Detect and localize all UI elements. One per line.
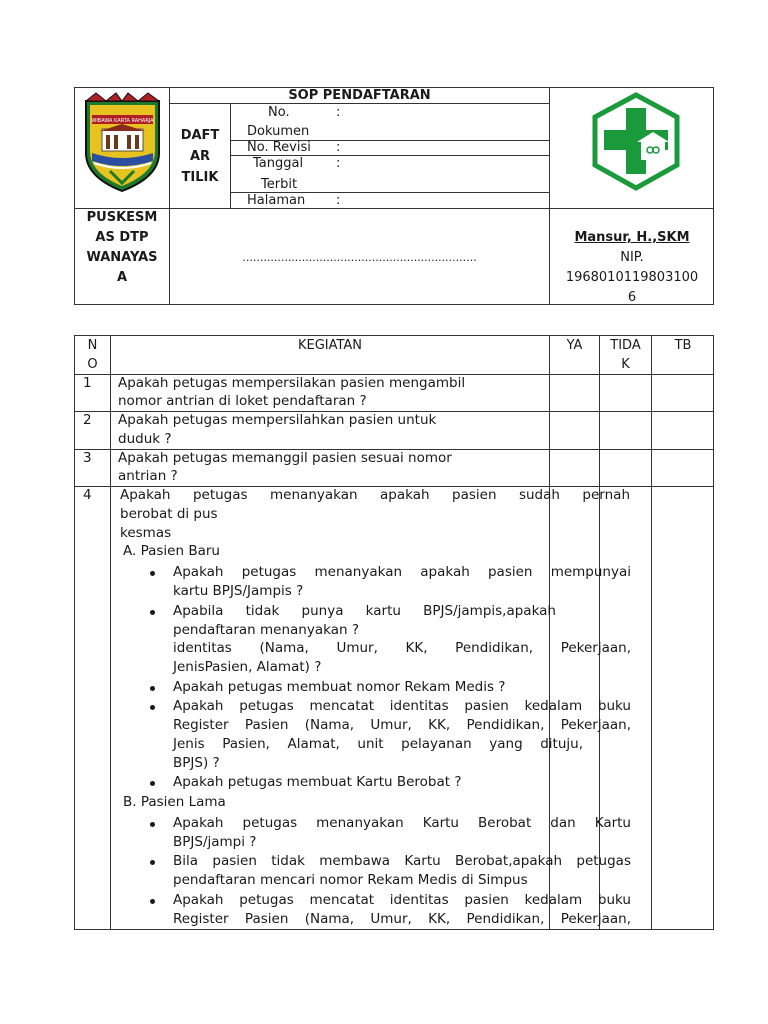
a1-line-1: Apakah petugas menanyakan apakah pasien mempunyai <box>173 564 631 580</box>
bullet-icon <box>150 686 155 691</box>
row-1-no: 1 <box>83 375 92 391</box>
row-2-text-2: duduk ? <box>118 431 172 447</box>
row-1-text-1: Apakah petugas mempersilakan pasien mengambil <box>118 375 466 391</box>
bullet-icon <box>150 571 155 576</box>
col-no-header-2: O <box>87 357 98 372</box>
b3-line-1: Apakah petugas mencatat identitas pasien kedalam buku <box>173 892 631 908</box>
org-line-1: PUSKESM <box>86 210 158 225</box>
field-no-dokumen-label-2: Dokumen <box>247 124 310 139</box>
nip-label: NIP. <box>620 250 644 265</box>
b2-line-1: Bila pasien tidak membawa Kartu Berobat,apakah petugas <box>173 853 631 869</box>
b1-line-1: Apakah petugas menanyakan Kartu Berobat dan Kartu <box>173 815 631 831</box>
bullet-icon <box>150 899 155 904</box>
field-tanggal-terbit-label-1: Tanggal <box>253 156 304 171</box>
regency-crest-logo <box>80 91 165 196</box>
col-ya-header: YA <box>566 338 583 353</box>
a2-line-1: Apabila tidak punya kartu BPJS/jampis,apakah <box>173 603 556 619</box>
b3-line-2: Register Pasien (Nama, Umur, KK, Pendidikan, Pekerjaan, <box>173 911 631 927</box>
row-4-intro-3: kesmas <box>120 525 172 541</box>
daftar-tilik-line-2: AR <box>189 149 211 164</box>
row-4-no: 4 <box>83 487 92 503</box>
bullet-icon <box>150 860 155 865</box>
signature-dots: ................................................................... <box>242 251 477 264</box>
row-4-intro-1: Apakah petugas menanyakan apakah pasien sudah pernah <box>120 487 630 503</box>
sop-title: SOP PENDAFTARAN <box>288 88 431 103</box>
a3-line-1: Apakah petugas membuat nomor Rekam Medis ? <box>173 679 506 695</box>
a5-line-1: Apakah petugas membuat Kartu Berobat ? <box>173 774 462 790</box>
nip-value-line-2: 6 <box>627 290 637 305</box>
a4-line-1: Apakah petugas mencatat identitas pasien kedalam buku <box>173 698 631 714</box>
section-a-label: A. Pasien Baru <box>123 543 220 559</box>
bullet-icon <box>150 822 155 827</box>
a2-line-2: pendaftaran menanyakan ? <box>173 622 359 638</box>
a4-line-3: Jenis Pasien, Alamat, unit pelayanan yang dituju, <box>173 736 583 752</box>
row-1-text-2: nomor antrian di loket pendaftaran ? <box>118 393 367 409</box>
row-2-text-1: Apakah petugas mempersilahkan pasien untuk <box>118 412 437 428</box>
document-header <box>74 87 714 305</box>
field-tanggal-terbit-label-2: Terbit <box>261 177 298 192</box>
col-no-header-1: N <box>87 338 98 353</box>
org-line-3: WANAYAS <box>86 250 158 265</box>
a1-line-2: kartu BPJS/Jampis ? <box>173 583 304 599</box>
field-no-revisi-sep: : <box>336 140 341 155</box>
bullet-icon <box>150 705 155 710</box>
row-2-no: 2 <box>83 412 92 428</box>
a4-line-4: BPJS) ? <box>173 755 220 771</box>
field-tanggal-terbit-sep: : <box>336 156 341 171</box>
daftar-tilik-line-1: DAFT <box>180 128 220 143</box>
b2-line-2: pendaftaran mencari nomor Rekam Medis di Simpus <box>173 872 528 888</box>
bullet-icon <box>150 610 155 615</box>
col-kegiatan-header: KEGIATAN <box>297 338 363 353</box>
row-4-intro-2: berobat di pus <box>120 506 218 522</box>
nip-value-line-1: 1968010119803100 <box>565 270 699 285</box>
col-tb-header: TB <box>674 338 692 353</box>
org-line-2: AS DTP <box>95 230 149 245</box>
col-tidak-header-2: K <box>621 357 630 372</box>
row-3-no: 3 <box>83 450 92 466</box>
col-tidak-header-1: TIDA <box>610 338 641 353</box>
field-halaman-sep: : <box>336 193 341 208</box>
b1-line-2: BPJS/jampi ? <box>173 834 257 850</box>
daftar-tilik-line-3: TILIK <box>181 170 219 185</box>
checklist-table <box>74 335 714 930</box>
row-3-text-2: antrian ? <box>118 468 178 484</box>
crest-banner-text: WIBAWA KARTA RAHARJA <box>91 118 154 124</box>
a2-line-4: JenisPasien, Alamat) ? <box>173 659 322 675</box>
row-3-text-1: Apakah petugas memanggil pasien sesuai nomor <box>118 450 452 466</box>
bullet-icon <box>150 781 155 786</box>
signer-name: Mansur, H.,SKM <box>574 230 690 245</box>
field-halaman-label: Halaman <box>247 193 306 208</box>
a4-line-2: Register Pasien (Nama, Umur, KK, Pendidikan, Pekerjaan, <box>173 717 631 733</box>
puskesmas-logo <box>591 92 681 192</box>
field-no-dokumen-label-1: No. <box>268 105 290 120</box>
section-b-label: B. Pasien Lama <box>123 794 226 810</box>
field-no-revisi-label: No. Revisi <box>247 140 311 155</box>
field-no-dokumen-sep: : <box>336 105 341 120</box>
a2-line-3: identitas (Nama, Umur, KK, Pendidikan, Pekerjaan, <box>173 640 631 656</box>
org-line-4: A <box>116 270 128 285</box>
